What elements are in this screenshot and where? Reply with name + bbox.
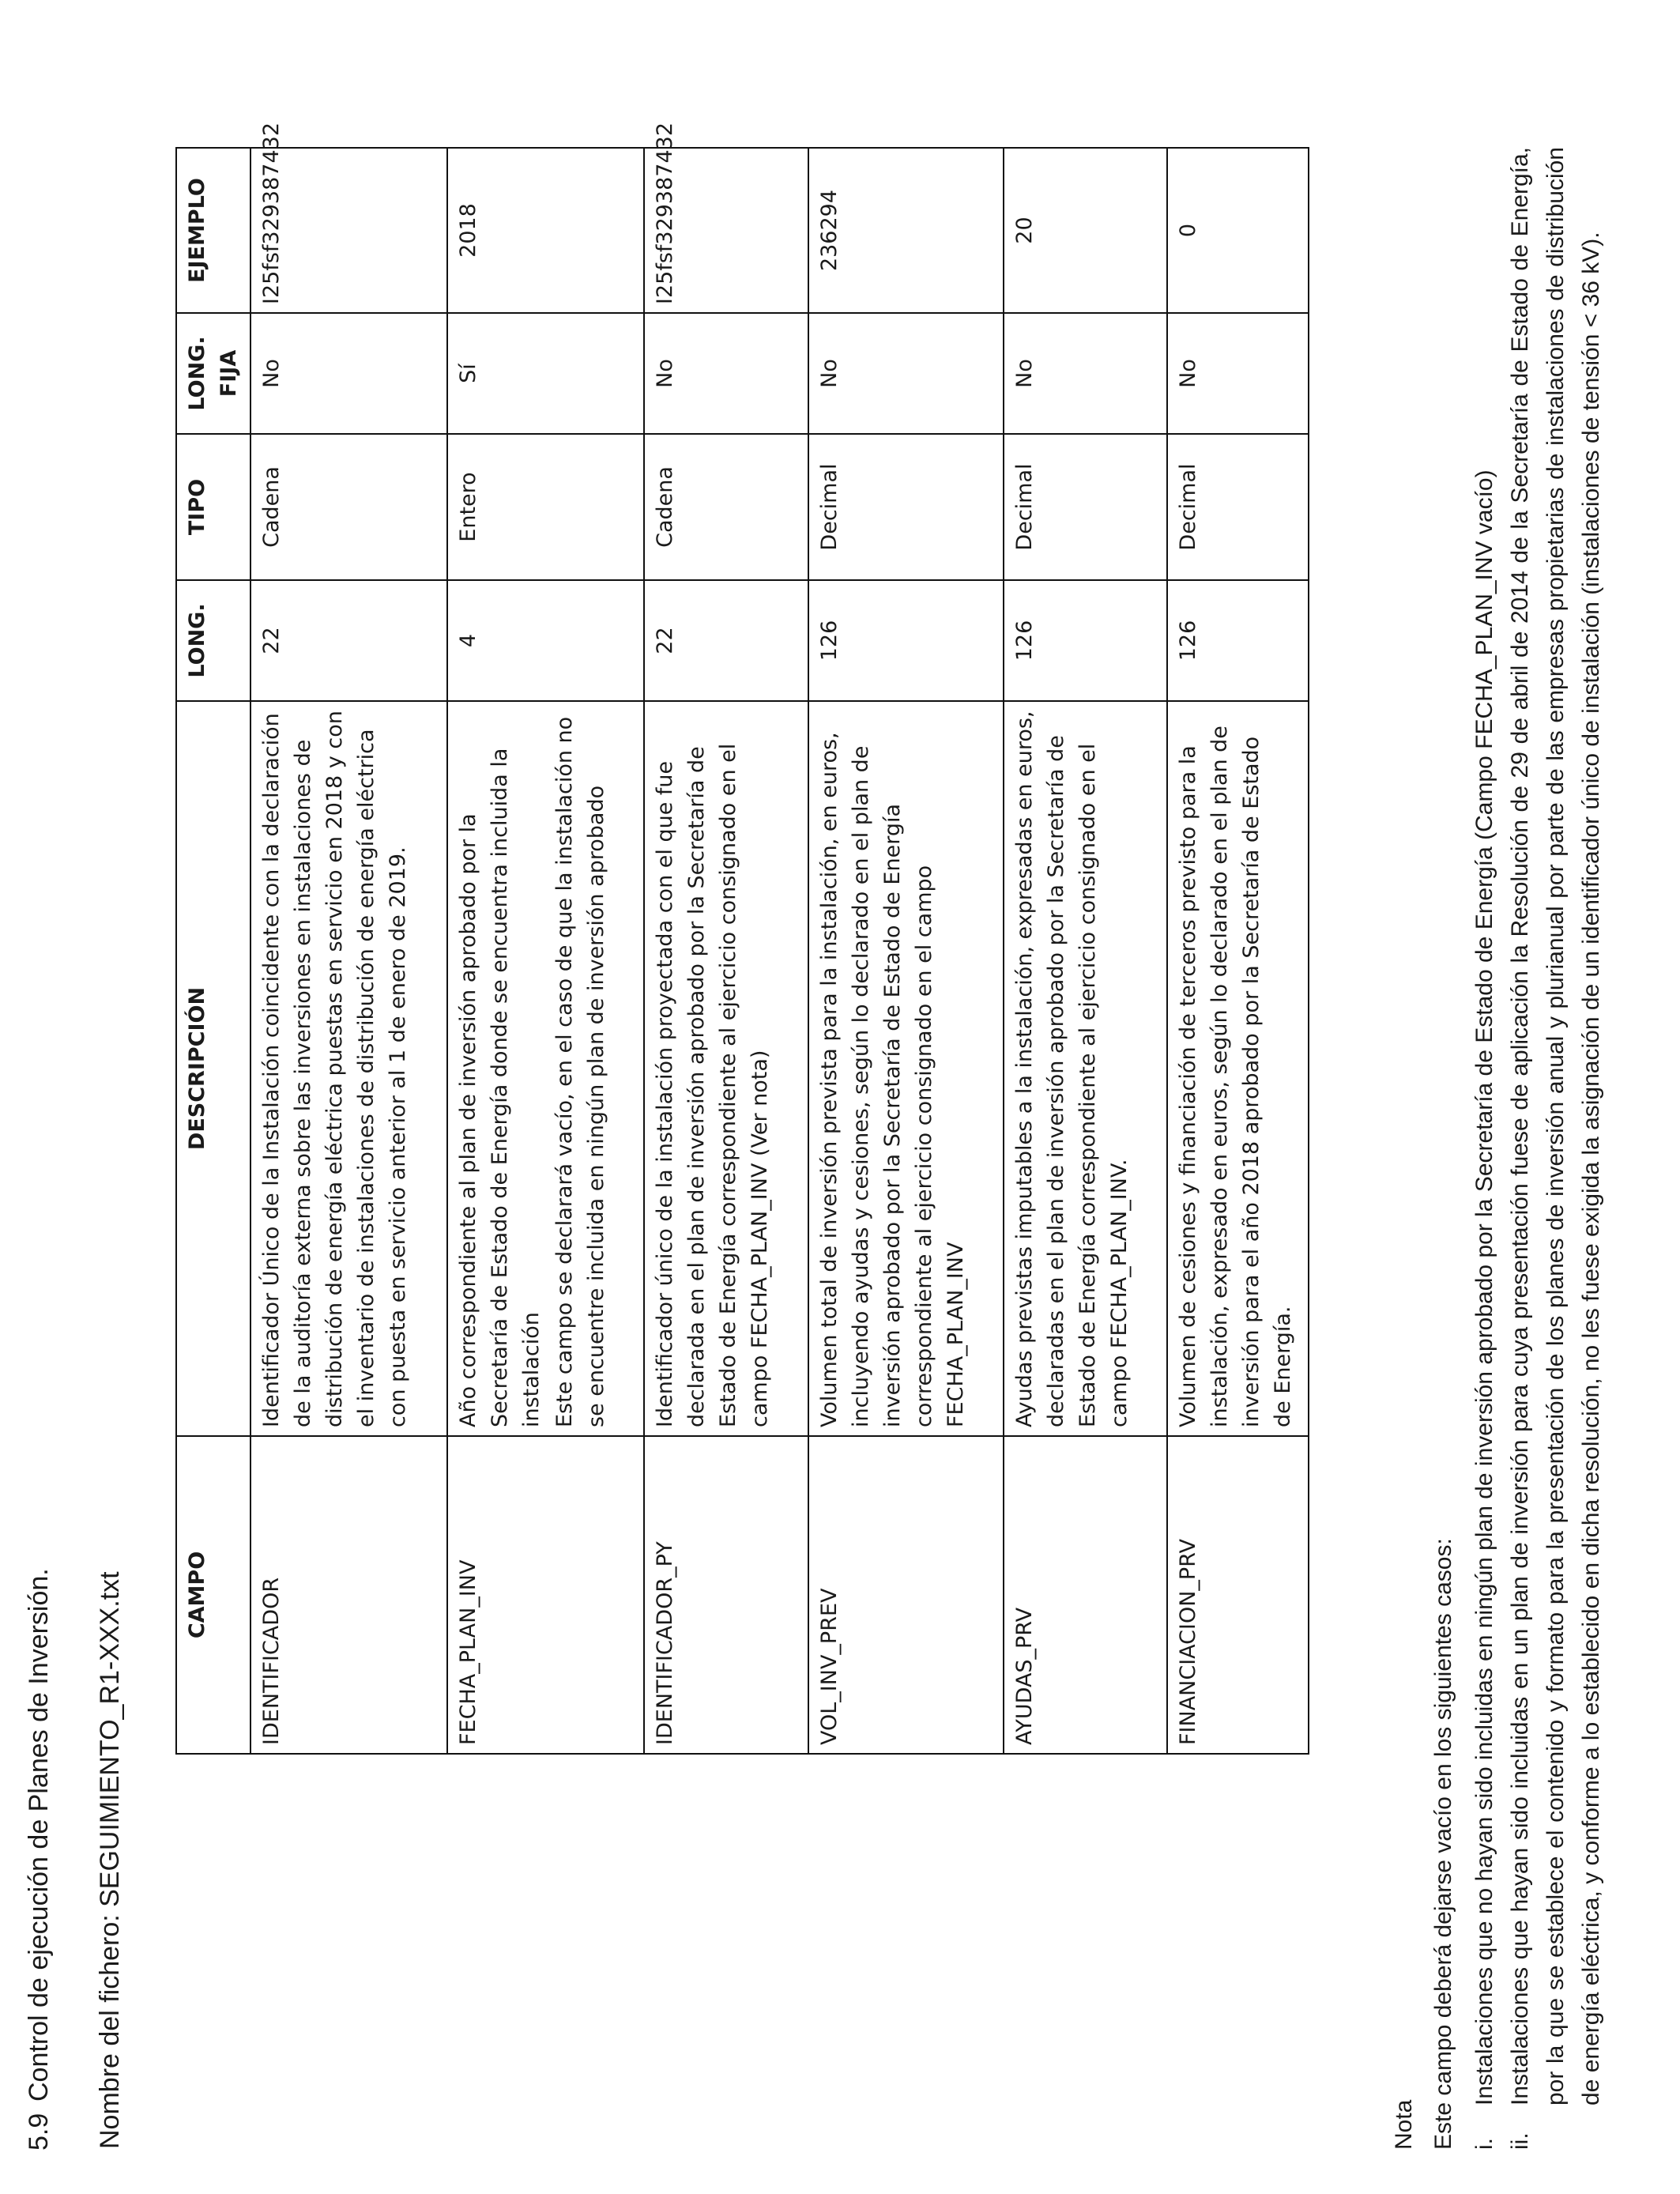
cell-campo: FECHA_PLAN_INV [447,1436,644,1754]
list-item-text: Instalaciones que hayan sido incluidas en un plan de inversión para cuya presentación fuese de aplicación la Resolución de 29 de abril de 2014 de la Secretaría de Estado de Energía, por la que se establece el contenido y formato para la presentación de los planes de inversión anual y plurianual por parte de las empresas propietarias de instalaciones de distribución de energía eléctrica, y conforme a lo establecido en dicha resolución, no les fuese exigida la asignación de un identificador único de instalación (instalaciones de tensión < 36 kV). [1507,147,1604,2105]
cell-campo: IDENTIFICADOR_PY [644,1436,808,1754]
list-marker: i. [1471,2138,1497,2150]
cell-descripcion [1004,701,1167,1436]
header-ejemplo: EJEMPLO [176,148,250,313]
cell-long-fija: No [1167,313,1309,434]
fields-table [175,122,1309,1755]
cell-ejemplo: 0 [1167,148,1309,313]
cell-long-fija: No [808,313,1004,434]
note-title: Nota [1391,2099,1417,2150]
cell-ejemplo: 236294 [808,148,1004,313]
list-item [1502,147,1609,2150]
cell-long-fija: No [644,313,808,434]
table-row [808,148,1004,1754]
cell-tipo: Cadena [644,434,808,580]
cell-long-fija: No [1004,313,1167,434]
list-item-text: Instalaciones que no hayan sido incluidas en ningún plan de inversión aprobado por la Secretaría de Estado de Energía (Campo FECHA_PLAN_INV vacío) [1471,469,1497,2105]
cell-tipo: Decimal [1167,434,1309,580]
cell-long: 126 [1167,580,1309,701]
note-list [1467,147,1609,2150]
cell-descripcion [1167,701,1309,1436]
cell-descripcion [644,701,808,1436]
cell-campo: AYUDAS_PRV [1004,1436,1167,1754]
list-item [1467,147,1502,2150]
cell-ejemplo: I25fsf329387432 [250,148,447,313]
cell-ejemplo: 2018 [447,148,644,313]
table-row [447,148,644,1754]
description-text: Año correspondiente al plan de inversión aprobado por la Secretaría de Estado de Energía donde se encuentra incluida la instalación [456,748,544,1427]
note-intro: Este campo deberá dejarse vacío en los siguientes casos: [1430,1538,1456,2150]
section-number: 5.9 [24,2113,54,2151]
section-title: Control de ejecución de Planes de Inversión. [24,1568,54,2102]
cell-tipo: Decimal [808,434,1004,580]
cell-ejemplo: I25fsf329387432 [644,148,808,313]
cell-descripcion [447,701,644,1436]
cell-long: 126 [1004,580,1167,701]
cell-long: 126 [808,580,1004,701]
cell-long: 4 [447,580,644,701]
cell-ejemplo: 20 [1004,148,1167,313]
cell-long-fija: No [250,313,447,434]
cell-campo: IDENTIFICADOR [250,1436,447,1754]
file-name: Nombre del fichero: SEGUIMIENTO_R1-XXX.txt [95,1571,125,2149]
cell-long: 22 [644,580,808,701]
description-text: Volumen total de inversión prevista para la instalación, en euros, incluyendo ayudas y cesiones, según lo declarado en el plan de inversión aprobado por la Secretaría de Estado de Energía correspondiente al ejercicio consignado en el campo FECHA_PLAN_INV [817,732,968,1427]
table-row [644,148,808,1754]
cell-tipo: Entero [447,434,644,580]
cell-tipo: Decimal [1004,434,1167,580]
description-text: Este campo se declarará vacío, en el caso de que la instalación no se encuentre incluida en ningún plan de inversión aprobado [552,716,608,1427]
description-text: Identificador Único de la Instalación coincidente con la declaración de la auditoría externa sobre las inversiones en instalaciones de distribución de energía eléctrica puestas en servicio en 2018 y con el inventario de instalaciones de distribución de energía eléctrica con puesta en servicio anterior al 1 de enero de 2019. [259,711,410,1427]
header-long-fija: LONG. FIJA [176,313,250,434]
cell-descripcion [808,701,1004,1436]
header-tipo: TIPO [176,434,250,580]
section-heading [24,1568,55,2151]
header-descripcion: DESCRIPCIÓN [176,701,250,1436]
table-row [250,148,447,1754]
cell-long: 22 [250,580,447,701]
description-text: Ayudas previstas imputables a la instalación, expresadas en euros, declaradas en el plan de inversión aprobado por la Secretaría de Estado de Energía correspondiente al ejercicio consignado en el campo FECHA_PLAN_INV. [1012,711,1132,1427]
table-row [1004,148,1167,1754]
header-long: LONG. [176,580,250,701]
cell-campo: FINANCIACION_PRV [1167,1436,1309,1754]
cell-tipo: Cadena [250,434,447,580]
description-text: Volumen de cesiones y financiación de terceros previsto para la instalación, expresado en euros, según lo declarado en el plan de inversión para el año 2018 aprobado por la Secretaría de Estado de Energía. [1176,726,1295,1427]
cell-campo: VOL_INV_PREV [808,1436,1004,1754]
table-header-row [176,148,250,1754]
cell-long-fija: Sí [447,313,644,434]
description-text: Identificador único de la instalación proyectada con el que fue declarada en el plan de inversión aprobado por la Secretaría de Estado de Energía correspondiente al ejercicio consignado en el campo FECHA_PLAN_INV (Ver nota) [653,743,772,1427]
header-campo: CAMPO [176,1436,250,1754]
table-row [1167,148,1309,1754]
cell-descripcion [250,701,447,1436]
list-marker: ii. [1507,2132,1533,2150]
